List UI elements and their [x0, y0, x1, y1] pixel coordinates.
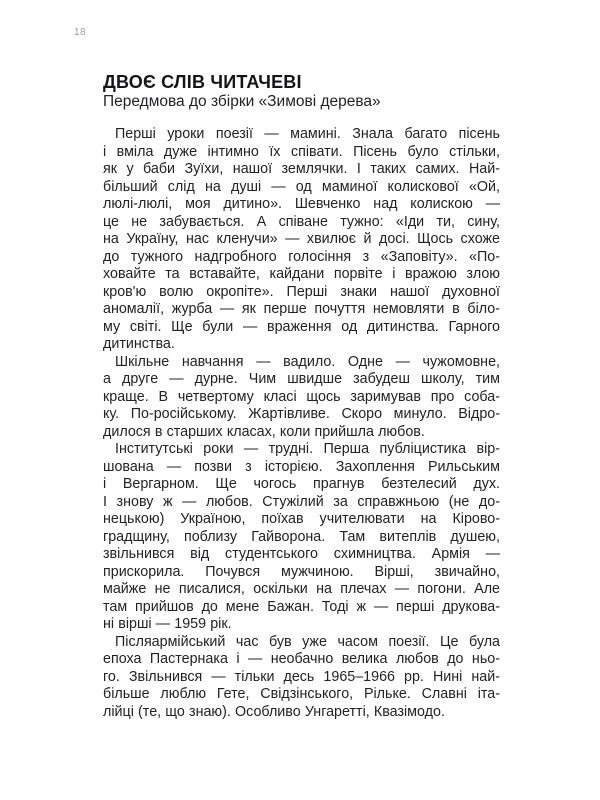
text-line: му світі. Ще були — враження од дитинства. Гарного	[103, 318, 500, 335]
page-content	[103, 71, 500, 721]
text-line: кров'ю волю окропіте». Перші знаки нашої духовної	[103, 283, 500, 300]
text-line: дитинства.	[103, 336, 175, 352]
text-line: там прийшов до мене Бажан. Тоді ж — перші друкова-	[103, 598, 500, 615]
text-line: більше люблю Гете, Свідзінського, Рільке. Славні іта-	[103, 686, 500, 702]
paragraph	[103, 354, 500, 442]
text-line: лійці (те, що знаю). Особливо Унгаретті, Квазімодо.	[103, 703, 445, 720]
body-text	[103, 126, 500, 721]
text-line: і вміла дуже інтимно їх співати. Пісень було стільки,	[103, 143, 500, 160]
text-line: а друге — дурне. Чим швидше забудеш школу, тим	[103, 371, 500, 387]
text-line: це не забувається. А співане тужно: «Іди ти, сину,	[103, 213, 500, 230]
text-line: го. Звільнився — тільки десь 1965–1966 рр. Нині най-	[103, 668, 500, 685]
text-line: епоха Пастернака і — необачно велика любов до ньо-	[103, 651, 500, 667]
page-title: ДВОЄ СЛІВ ЧИТАЧЕВІ	[103, 72, 302, 92]
text-line: Інститутські роки — трудні. Перша публіцистика вір-	[115, 441, 500, 457]
text-line: ку. По-російському. Жартівливе. Скоро минуло. Відро-	[103, 406, 500, 422]
text-line: аномалії, журба — як перше почуття немовляти в біло-	[103, 301, 500, 317]
text-line: градщину, поблизу Гайворона. Там витеплів душею,	[103, 528, 500, 545]
text-line: Післяармійський час був уже часом поезії. Це була	[115, 633, 500, 650]
text-line: на Україну, нас кленучи» — хвилює й досі. Щось схоже	[103, 231, 500, 247]
text-line: ні вірші — 1959 рік.	[103, 616, 232, 632]
text-line: і Вергарном. Ще чогось прагнув безтелесий дух.	[103, 476, 500, 492]
text-line: звільнився від студентського схимництва. Армія —	[103, 546, 500, 562]
text-line: нецькою) Україною, поїхав учителювати на Кірово-	[103, 511, 500, 527]
text-line: шована — позви з історією. Захоплення Рильським	[103, 458, 500, 475]
paragraph	[103, 126, 500, 354]
page-number: 18	[74, 27, 87, 38]
text-line: майже не писалися, оскільки на плечах — погони. Але	[103, 581, 500, 597]
text-line: краще. В четвертому класі щось заримував про соба-	[103, 388, 500, 405]
text-line: прискорила. Почувся мужчиною. Вірші, звичайно,	[103, 563, 500, 580]
text-line: Шкільне навчання — вадило. Одне — чужомовне,	[115, 353, 500, 370]
text-line: до тужного надгробного голосіння з «Заповіту». «По-	[103, 248, 500, 265]
text-line: люлі-люлі, моя дитино». Шевченко над колискою —	[103, 196, 500, 212]
text-line: більший слід на душі — од маминої колискової «Ой,	[103, 178, 500, 195]
text-line: дилося в старших класах, коли прийшла любов.	[103, 423, 425, 440]
text-line: Перші уроки поезії — мамині. Знала багато пісень	[115, 126, 500, 142]
text-line: І знову ж — любов. Стужілий за справжньою (не до-	[103, 493, 500, 510]
paragraph	[103, 441, 500, 634]
text-line: як у баби Зуїхи, нашої землячки. І таких самих. Най-	[103, 161, 500, 177]
text-line: ховайте та вставайте, кайдани порвіте і вражою злою	[103, 266, 500, 282]
page-subtitle: Передмова до збірки «Зимові дерева»	[103, 93, 381, 110]
paragraph	[103, 634, 500, 722]
